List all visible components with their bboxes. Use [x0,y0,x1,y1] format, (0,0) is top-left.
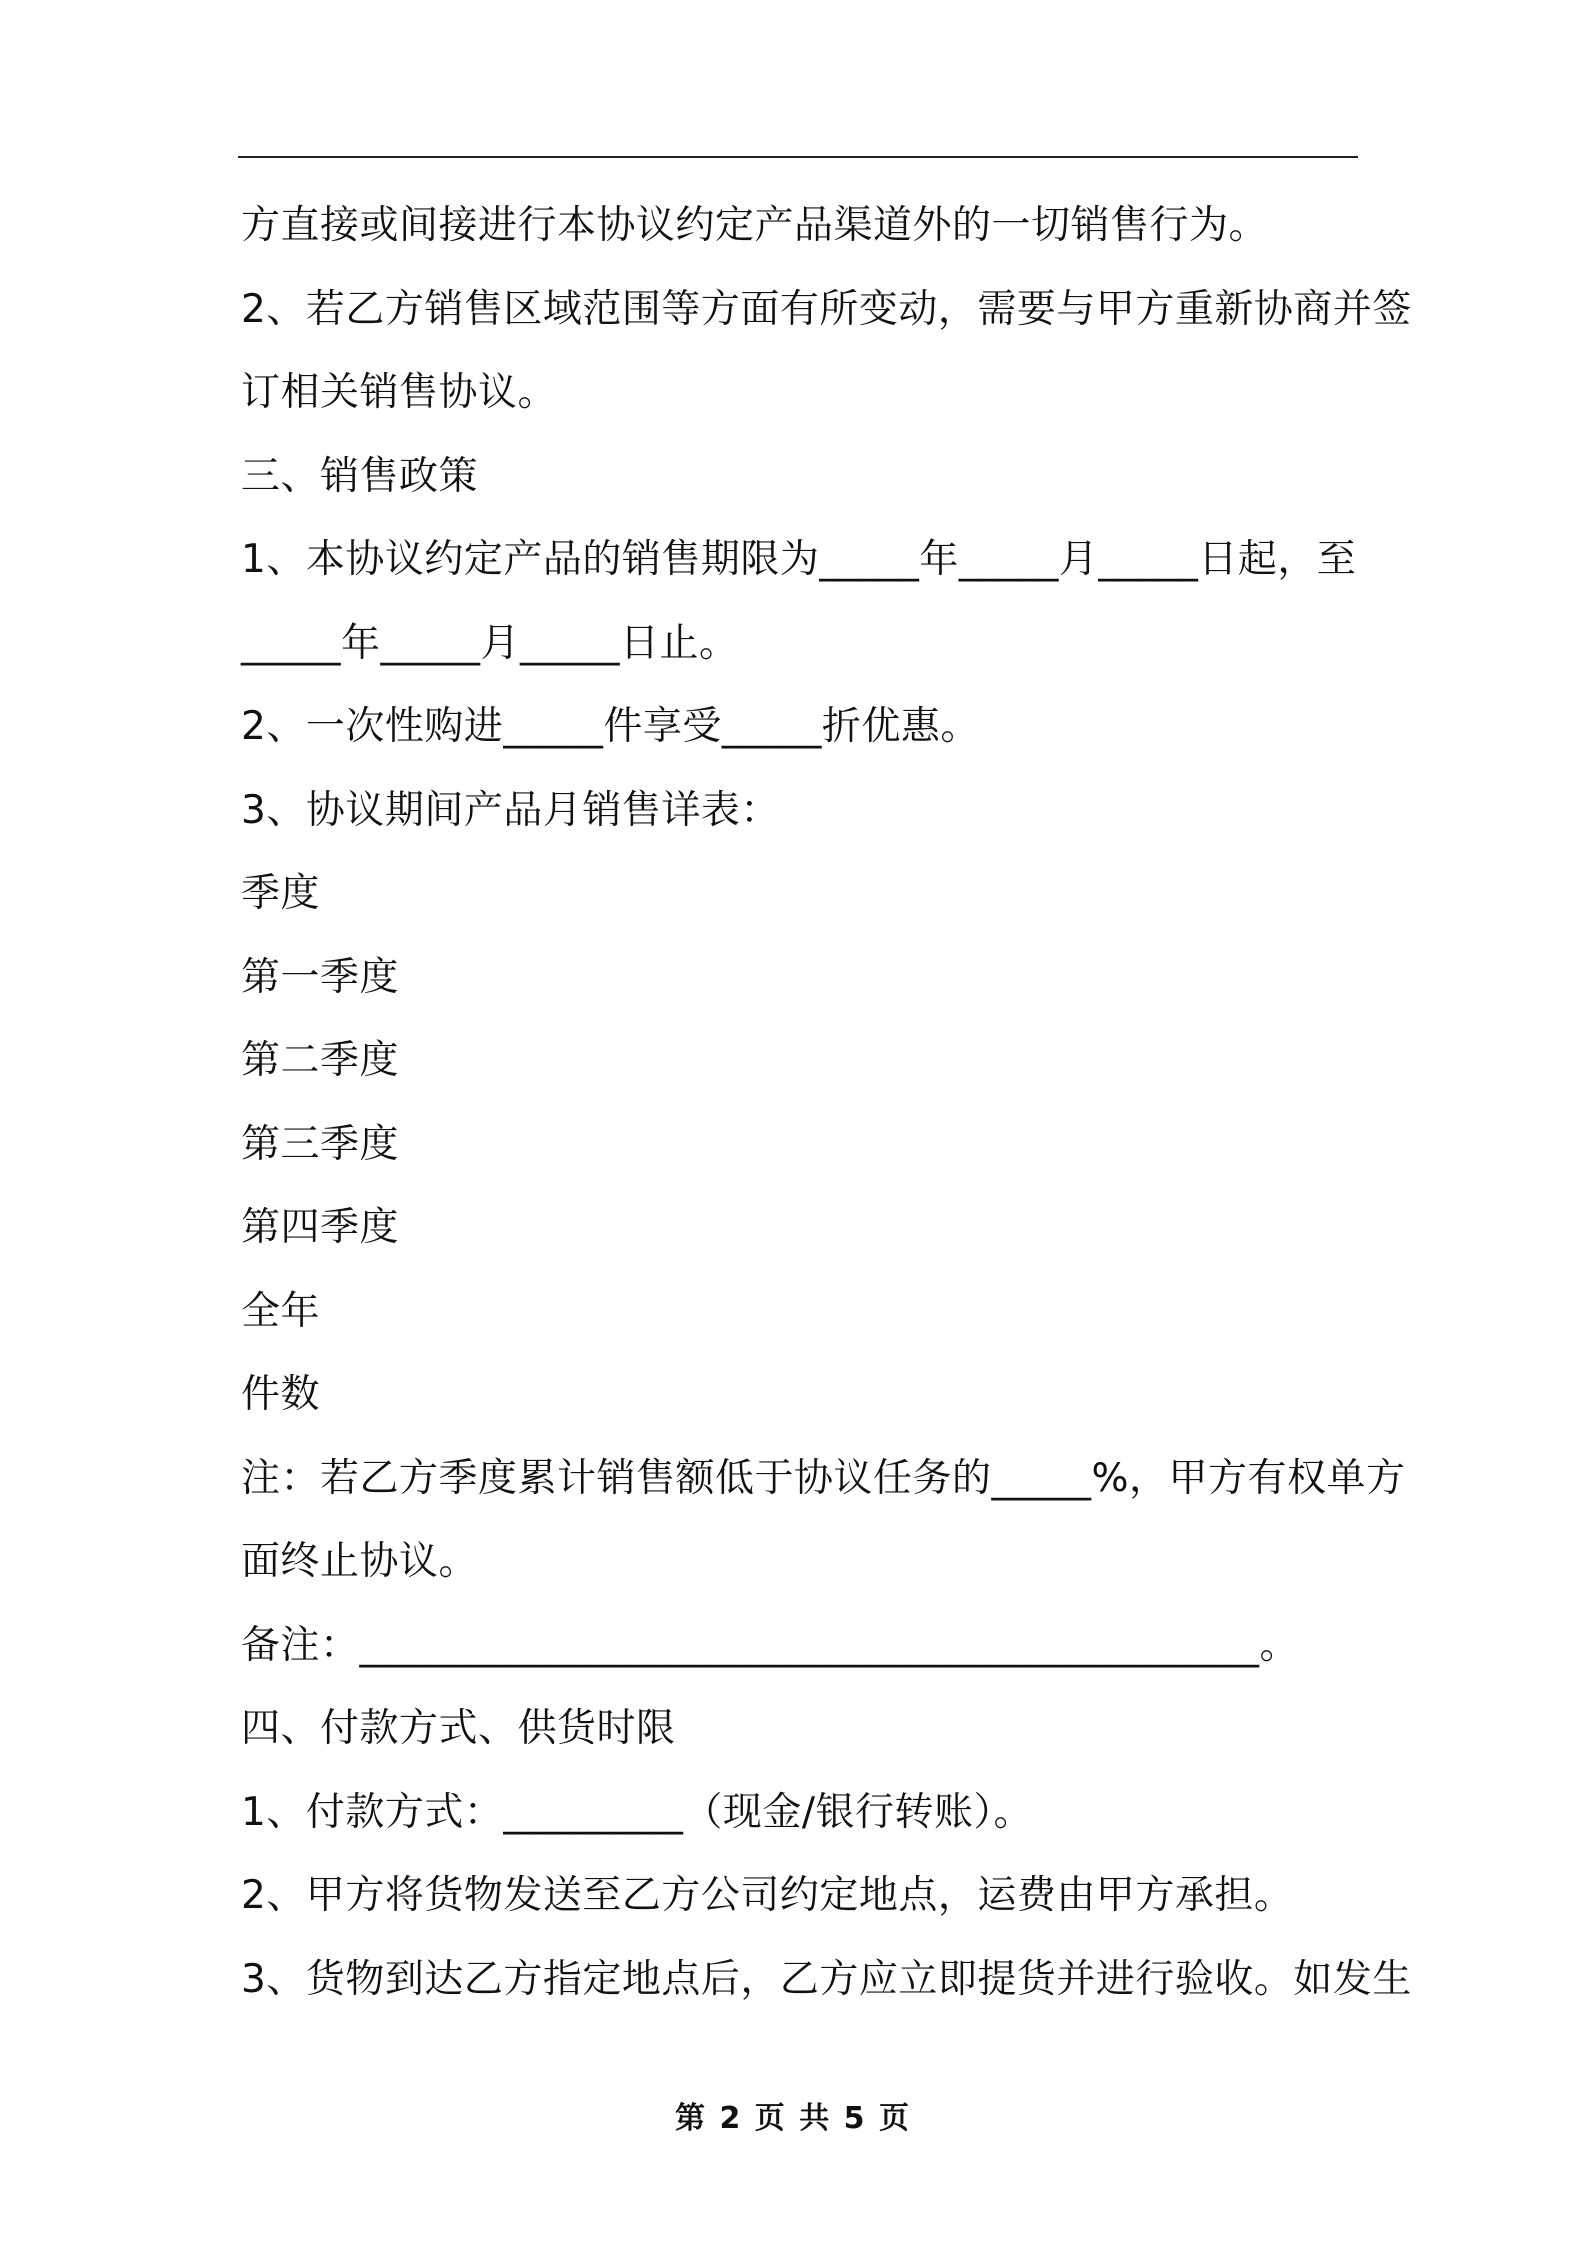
text-line: 3、货物到达乙方指定地点后，乙方应立即提货并进行验收。如发生 [241,1956,1412,2002]
text-line: 备注：_____________________________________________。 [241,1622,1300,1668]
section-heading: 四、付款方式、供货时限 [241,1706,676,1751]
text-line: 1、付款方式：_________（现金/银行转账）。 [241,1789,1033,1835]
document-body [241,196,1412,2033]
text-line: 2、若乙方销售区域范围等方面有所变动，需要与甲方重新协商并签 [241,286,1412,332]
text-line: 注：若乙方季度累计销售额低于协议任务的_____%，甲方有权单方 [241,1455,1406,1501]
text-line: 3、协议期间产品月销售详表： [241,787,780,833]
header-rule [238,156,1358,158]
table-label: 第二季度 [241,1038,400,1083]
text-line: _____年_____月_____日止。 [241,620,739,666]
table-label: 件数 [241,1372,321,1417]
table-label: 第四季度 [241,1205,400,1250]
text-line: 2、一次性购进_____件享受_____折优惠。 [241,704,980,749]
table-label: 全年 [241,1288,321,1334]
text-line: 1、本协议约定产品的销售期限为_____年_____月_____日起，至 [241,537,1357,582]
text-line: 面终止协议。 [241,1539,479,1584]
table-label: 第三季度 [241,1121,400,1167]
table-label: 季度 [241,871,321,916]
page-number: 第 2 页 共 5 页 [675,2101,911,2136]
text-line: 方直接或间接进行本协议约定产品渠道外的一切销售行为。 [241,203,1269,248]
section-heading: 三、销售政策 [241,453,479,499]
text-line: 订相关销售协议。 [241,370,558,415]
table-label: 第一季度 [241,954,400,1000]
text-line: 2、甲方将货物发送至乙方公司约定地点，运费由甲方承担。 [241,1873,1294,1918]
